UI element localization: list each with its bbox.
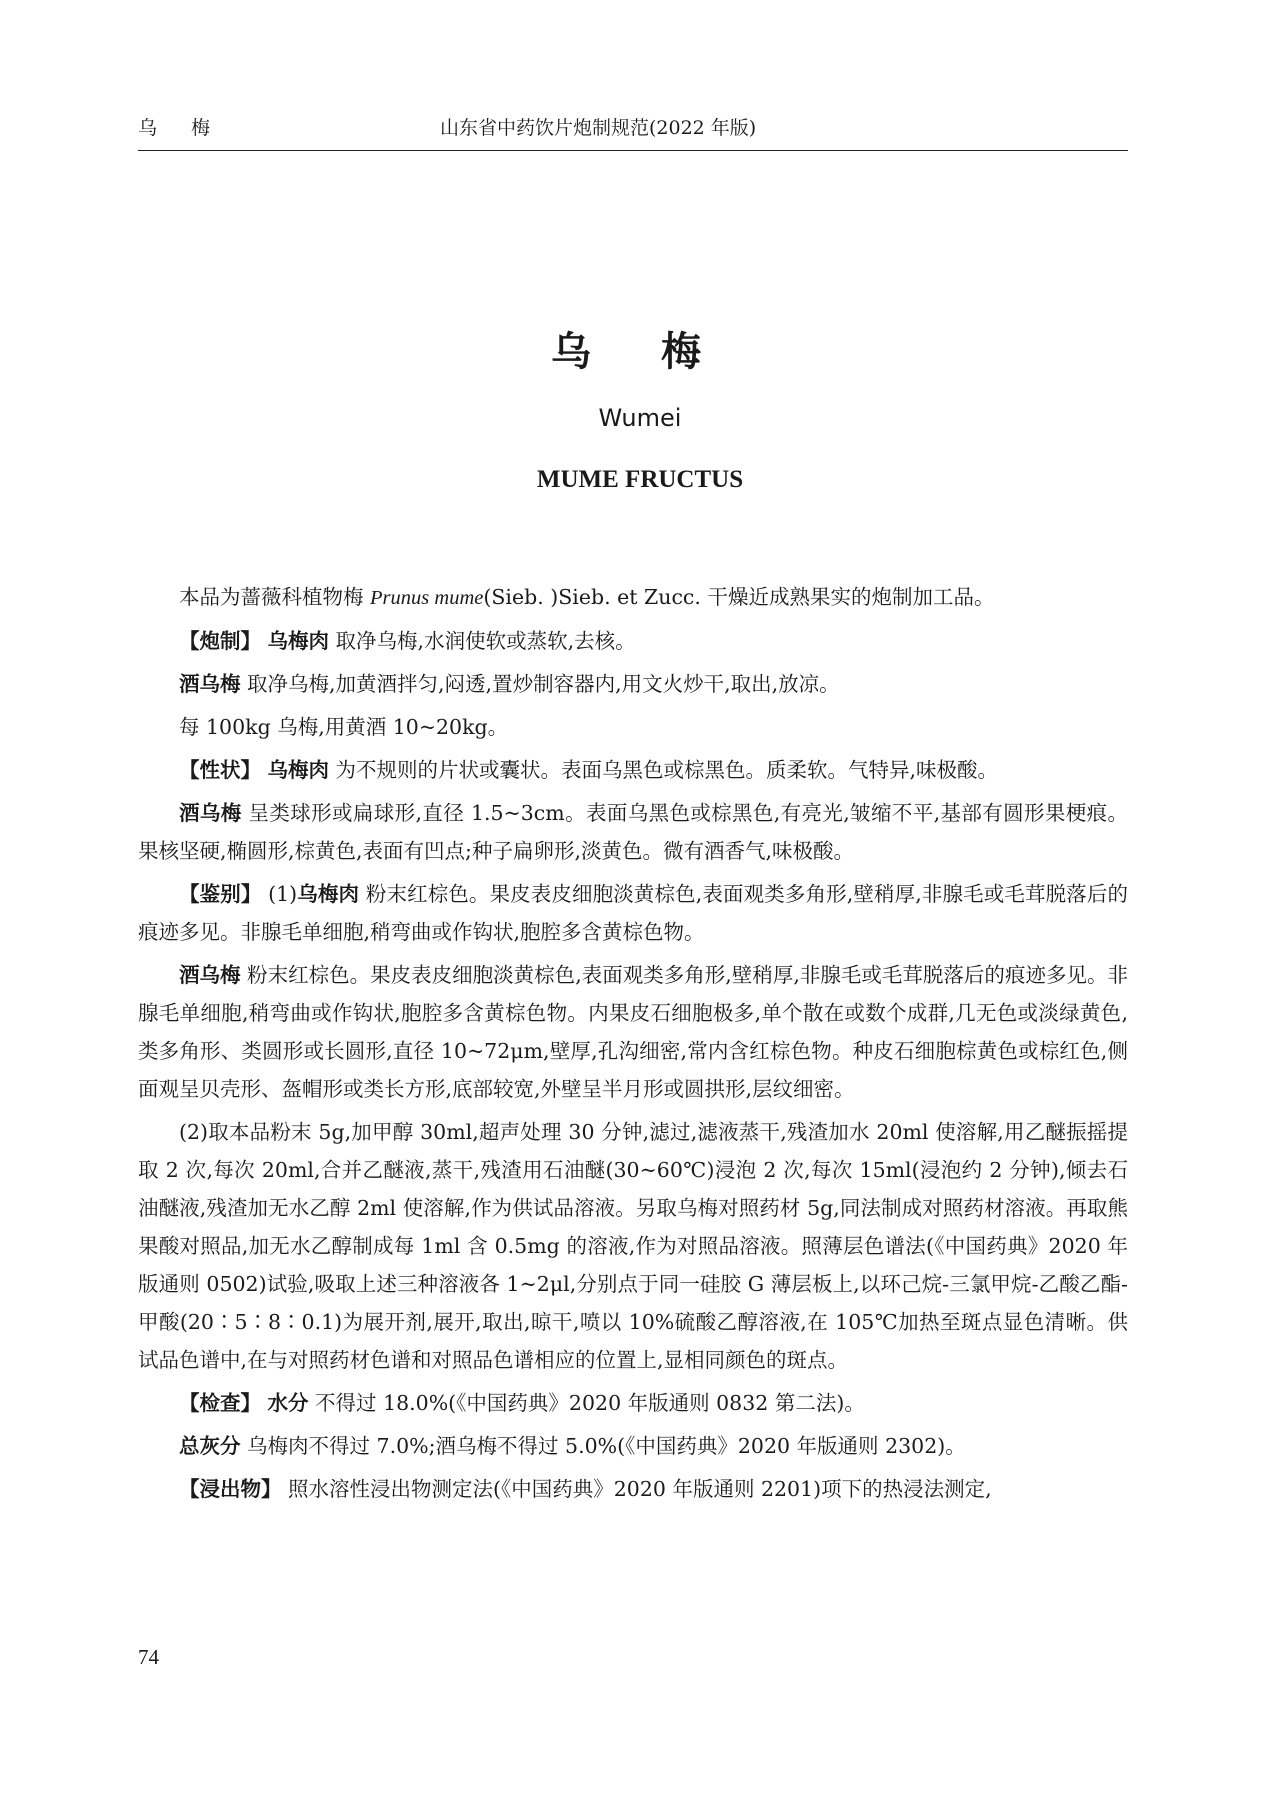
running-header-left: 乌 梅 — [138, 117, 225, 139]
species-name: Prunus mume — [370, 587, 484, 609]
section-heading-processing: 【炮制】 — [179, 629, 261, 653]
subheading-jiuwumei: 酒乌梅 — [179, 801, 242, 825]
section-heading-extract: 【浸出物】 — [179, 1477, 282, 1501]
subheading-wumeirou: 乌梅肉 — [267, 629, 330, 653]
identification-jiuwumei-text: 粉末红棕色。果皮表皮细胞淡黄棕色,表面观类多角形,壁稍厚,非腺毛或毛茸脱落后的痕迹多见。非腺毛单细胞,稍弯曲或作钩状,胞腔多含黄棕色物。内果皮石细胞极多,单个散在或数个成群,几无色或淡绿黄色,类多角形、类圆形或长圆形,直径 10~72μm,壁厚,孔沟细密,常内含红棕色物。种皮石细胞棕黄色或棕红色,侧面观呈贝壳形、盔帽形或类长方形,底部较宽,外壁呈半月形或圆拱形,层纹细密。 — [138, 963, 1128, 1101]
identification-paragraph — [138, 875, 1128, 951]
extract-paragraph — [138, 1470, 1128, 1508]
inspection-paragraph — [138, 1384, 1128, 1422]
processing-jiuwumei-text: 取净乌梅,加黄酒拌匀,闷透,置炒制容器内,用文火炒干,取出,放凉。 — [240, 672, 840, 696]
header-rule — [138, 150, 1128, 151]
subheading-jiuwumei: 酒乌梅 — [179, 672, 241, 696]
section-heading-identification: 【鉴别】 — [179, 882, 262, 906]
inspection-ash-text: 乌梅肉不得过 7.0%;酒乌梅不得过 5.0%(《中国药典》2020 年版通则 2302)。 — [240, 1434, 966, 1458]
page-title: 乌 梅 — [551, 329, 729, 375]
processing-paragraph — [138, 622, 1128, 660]
inspection-moisture-text: 不得过 18.0%(《中国药典》2020 年版通则 0832 第二法)。 — [308, 1391, 865, 1415]
running-header-right: 山东省中药饮片炮制规范(2022 年版) — [440, 117, 757, 139]
character-jiuwumei-text: 呈类球形或扁球形,直径 1.5~3cm。表面乌黑色或棕黑色,有亮光,皱缩不平,基部有圆形果梗痕。果核坚硬,椭圆形,棕黄色,表面有凹点;种子扁卵形,淡黄色。微有酒香气,味极酸。 — [138, 801, 1129, 863]
identification-tlc-paragraph: (2)取本品粉末 5g,加甲醇 30ml,超声处理 30 分钟,滤过,滤液蒸干,残渣加水 20ml 使溶解,用乙醚振摇提取 2 次,每次 20ml,合并乙醚液,蒸干,残渣用石油醚(30~60℃)浸泡 2 次,每次 15ml(浸泡约 2 分钟),倾去石油醚液,残渣加无水乙醇 2ml 使溶解,作为供试品溶液。另取乌梅对照药材 5g,同法制成对照药材溶液。再取熊果酸对照品,加无水乙醇制成每 1ml 含 0.5mg 的溶液,作为对照品溶液。照薄层色谱法(《中国药典》2020 年版通则 0502)试验,吸取上述三种溶液各 1~2μl,分别点于同一硅胶 G 薄层板上,以环己烷-三氯甲烷-乙酸乙酯-甲酸(20∶5∶8∶0.1)为展开剂,展开,取出,晾干,喷以 10%硫酸乙醇溶液,在 105℃加热至斑点显色清晰。供试品色谱中,在与对照药材色谱和对照品色谱相应的位置上,显相同颜色的斑点。 — [138, 1120, 1128, 1372]
latin-name: MUME FRUCTUS — [536, 466, 744, 493]
intro-text-2: (Sieb. )Sieb. et Zucc. 干燥近成熟果实的炮制加工品。 — [483, 585, 995, 609]
section-heading-character: 【性状】 — [179, 758, 261, 782]
page-number: 74 — [138, 1645, 159, 1669]
intro-text: 本品为蔷薇科植物梅 — [179, 585, 371, 609]
identification-jiuwumei-paragraph — [138, 956, 1128, 1108]
section-heading-inspection: 【检查】 — [179, 1391, 261, 1415]
processing-jiuwumei-paragraph — [138, 665, 1128, 703]
identification-wumeirou-text: 粉末红棕色。果皮表皮细胞淡黄棕色,表面观类多角形,壁稍厚,非腺毛或毛茸脱落后的痕迹多见。非腺毛单细胞,稍弯曲或作钩状,胞腔多含黄棕色物。 — [138, 882, 1129, 944]
inspection-ash-paragraph — [138, 1427, 1128, 1465]
processing-ratio-paragraph: 每 100kg 乌梅,用黄酒 10~20kg。 — [179, 715, 509, 739]
character-paragraph — [138, 751, 1128, 789]
character-jiuwumei-paragraph — [138, 794, 1128, 870]
processing-wumeirou-text: 取净乌梅,水润使软或蒸软,去核。 — [329, 629, 636, 653]
identification-number: (1) — [261, 882, 298, 906]
subheading-jiuwumei: 酒乌梅 — [179, 963, 241, 987]
subheading-moisture: 水分 — [267, 1391, 309, 1415]
body-text — [138, 578, 1128, 1513]
extract-text: 照水溶性浸出物测定法(《中国药典》2020 年版通则 2201)项下的热浸法测定, — [281, 1477, 992, 1501]
pinyin-name: Wumei — [598, 404, 682, 432]
subheading-wumeirou: 乌梅肉 — [297, 882, 360, 906]
subheading-wumeirou: 乌梅肉 — [267, 758, 330, 782]
character-wumeirou-text: 为不规则的片状或囊状。表面乌黑色或棕黑色。质柔软。气特异,味极酸。 — [329, 758, 999, 782]
subheading-total-ash: 总灰分 — [179, 1434, 241, 1458]
intro-paragraph — [138, 578, 1128, 617]
